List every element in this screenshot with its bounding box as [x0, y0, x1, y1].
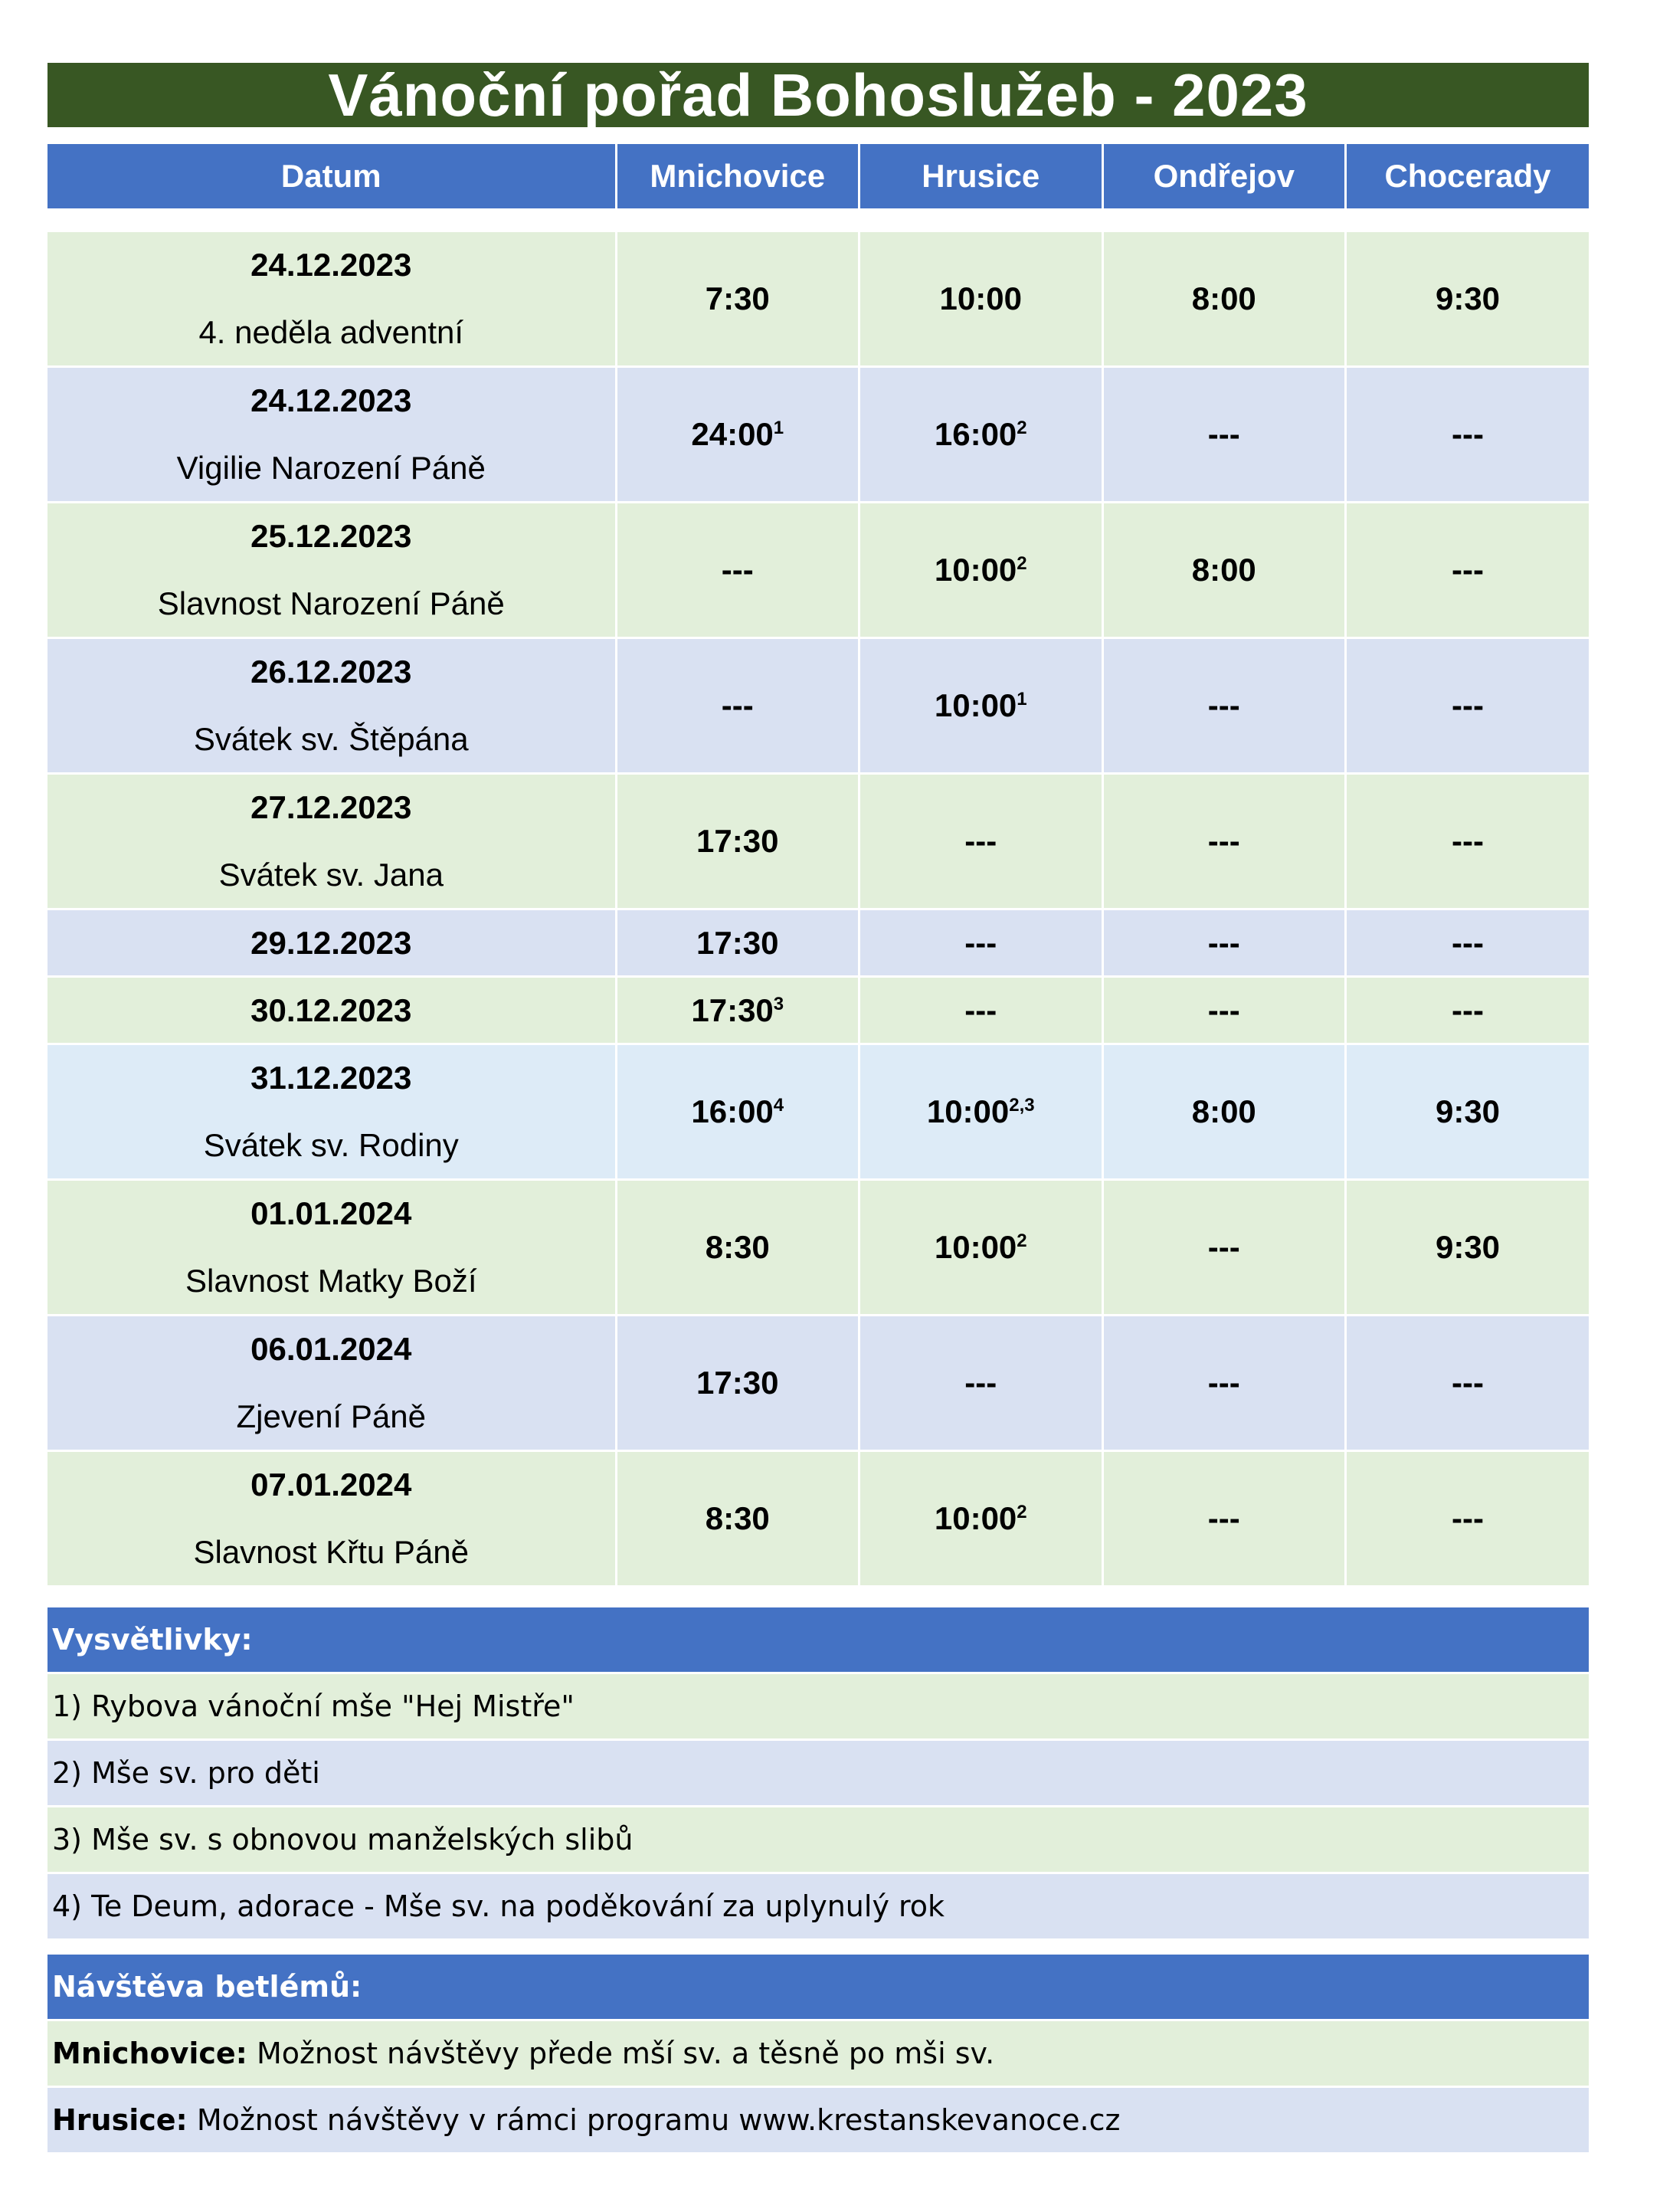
time-cell: [616, 1044, 859, 1180]
time-cell: [616, 1451, 859, 1587]
time-cell: [1346, 909, 1590, 977]
date-cell: [47, 367, 616, 503]
nativity-text: Možnost návštěvy přede mší sv. a těsně po mši sv.: [247, 2037, 995, 2070]
date-text: 27.12.2023: [250, 789, 412, 825]
table-row: [47, 503, 1589, 638]
time-cell: [1102, 1180, 1346, 1316]
time-cell: [859, 1451, 1103, 1587]
time-cell: [1346, 774, 1590, 909]
feast-name: Svátek sv. Jana: [218, 857, 444, 893]
time-value: 10:00: [934, 1229, 1017, 1265]
nativity-place: Mnichovice:: [52, 2037, 247, 2070]
feast-name: Vigilie Narození Páně: [176, 450, 486, 486]
footnote-mark: 1: [773, 418, 784, 438]
header-mnichovice: Mnichovice: [616, 144, 859, 208]
time-value: ---: [1207, 991, 1240, 1028]
footnote-mark: 2: [1017, 418, 1027, 438]
table-header-row: [47, 144, 1589, 208]
feast-name: Slavnost Matky Boží: [185, 1263, 477, 1299]
footnote-mark: 2,3: [1009, 1095, 1035, 1116]
table-row: [47, 909, 1589, 977]
table-row: [47, 1180, 1589, 1316]
date-cell: [47, 774, 616, 909]
time-cell: [1102, 909, 1346, 977]
time-cell: [859, 1180, 1103, 1316]
date-text: 06.01.2024: [250, 1331, 412, 1367]
time-value: ---: [721, 552, 754, 588]
nativity-place: Hrusice:: [52, 2103, 188, 2137]
footnote-mark: 2: [1017, 1502, 1027, 1522]
time-value: 8:00: [1191, 280, 1256, 316]
time-cell: [1346, 367, 1590, 503]
footnote-mark: 2: [1017, 1231, 1027, 1251]
time-value: ---: [1452, 991, 1484, 1028]
date-cell: [47, 1316, 616, 1451]
time-value: 8:00: [1191, 1093, 1256, 1129]
time-cell: [859, 638, 1103, 774]
time-cell: [859, 774, 1103, 909]
date-text: 25.12.2023: [250, 518, 412, 554]
nativity-box: [47, 1955, 1589, 2155]
date-text: 31.12.2023: [250, 1060, 412, 1096]
time-value: ---: [1207, 416, 1240, 452]
table-row: [47, 367, 1589, 503]
time-value: ---: [1452, 823, 1484, 859]
time-value: ---: [1452, 687, 1484, 723]
time-value: 8:30: [705, 1500, 770, 1536]
date-text: 26.12.2023: [250, 654, 412, 690]
legend-item: 1) Rybova vánoční mše "Hej Mistře": [47, 1674, 1589, 1741]
nativity-heading: Návštěva betlémů:: [47, 1955, 1589, 2021]
table-row: [47, 638, 1589, 774]
time-value: 8:30: [705, 1229, 770, 1265]
table-row: [47, 1044, 1589, 1180]
legend-item: 4) Te Deum, adorace - Mše sv. na poděkování za uplynulý rok: [47, 1874, 1589, 1941]
time-cell: [616, 503, 859, 638]
time-value: 8:00: [1191, 552, 1256, 588]
time-cell: [1102, 1316, 1346, 1451]
time-value: ---: [721, 687, 754, 723]
time-value: ---: [1207, 823, 1240, 859]
schedule-sheet: [47, 63, 1589, 2155]
date-cell: [47, 503, 616, 638]
time-cell: [1102, 231, 1346, 367]
date-text: 01.01.2024: [250, 1195, 412, 1231]
date-cell: [47, 638, 616, 774]
table-row: [47, 774, 1589, 909]
nativity-item: [47, 2088, 1589, 2155]
time-value: 16:00: [934, 416, 1017, 452]
time-value: 9:30: [1435, 280, 1501, 316]
time-cell: [616, 367, 859, 503]
time-value: ---: [964, 924, 997, 961]
time-cell: [1346, 1451, 1590, 1587]
time-value: ---: [1452, 552, 1484, 588]
time-cell: [1102, 774, 1346, 909]
table-row: [47, 977, 1589, 1044]
time-value: 17:30: [696, 823, 779, 859]
date-text: 29.12.2023: [250, 924, 412, 961]
time-cell: [859, 977, 1103, 1044]
time-cell: [616, 1316, 859, 1451]
time-cell: [1102, 638, 1346, 774]
date-cell: [47, 1451, 616, 1587]
feast-name: Zjevení Páně: [236, 1398, 426, 1434]
time-value: ---: [964, 823, 997, 859]
time-value: ---: [1207, 1365, 1240, 1401]
table-row: [47, 231, 1589, 367]
time-cell: [1346, 231, 1590, 367]
footnote-mark: 4: [773, 1095, 784, 1116]
page-title: Vánoční pořad Bohoslužeb - 2023: [47, 63, 1589, 127]
time-cell: [859, 909, 1103, 977]
nativity-text: Možnost návštěvy v rámci programu www.krestanskevanoce.cz: [187, 2103, 1121, 2137]
time-value: ---: [1207, 1500, 1240, 1536]
time-value: 9:30: [1435, 1229, 1501, 1265]
date-cell: [47, 1044, 616, 1180]
time-cell: [859, 231, 1103, 367]
time-cell: [1102, 977, 1346, 1044]
time-value: 10:00: [926, 1093, 1010, 1129]
date-cell: [47, 1180, 616, 1316]
time-cell: [1102, 367, 1346, 503]
time-value: 10:00: [934, 687, 1017, 723]
time-value: 7:30: [705, 280, 770, 316]
time-value: 24:00: [691, 416, 774, 452]
legend-item: 3) Mše sv. s obnovou manželských slibů: [47, 1807, 1589, 1874]
time-cell: [616, 977, 859, 1044]
feast-name: Slavnost Křtu Páně: [193, 1534, 470, 1570]
time-value: 10:00: [934, 1500, 1017, 1536]
time-cell: [1346, 1044, 1590, 1180]
date-text: 07.01.2024: [250, 1466, 412, 1503]
feast-name: Svátek sv. Štěpána: [193, 721, 469, 757]
date-cell: [47, 231, 616, 367]
footnote-mark: 3: [773, 993, 784, 1014]
time-cell: [616, 774, 859, 909]
time-value: ---: [1207, 924, 1240, 961]
header-gap: [47, 208, 1589, 231]
time-cell: [859, 503, 1103, 638]
nativity-item: [47, 2021, 1589, 2088]
time-value: 16:00: [691, 1093, 774, 1129]
time-cell: [1346, 503, 1590, 638]
date-cell: [47, 909, 616, 977]
date-text: 24.12.2023: [250, 247, 412, 283]
time-value: ---: [1452, 1500, 1484, 1536]
time-cell: [859, 1316, 1103, 1451]
time-cell: [1346, 638, 1590, 774]
time-value: ---: [964, 991, 997, 1028]
time-value: ---: [1452, 416, 1484, 452]
time-cell: [1346, 1316, 1590, 1451]
footnote-mark: 1: [1017, 689, 1027, 709]
time-value: 9:30: [1435, 1093, 1501, 1129]
time-cell: [859, 367, 1103, 503]
feast-name: 4. neděla adventní: [198, 314, 464, 350]
legend-item: 2) Mše sv. pro děti: [47, 1741, 1589, 1807]
time-cell: [1346, 1180, 1590, 1316]
time-value: 10:00: [934, 552, 1017, 588]
time-value: 17:30: [696, 1365, 779, 1401]
schedule-table: [47, 144, 1589, 1588]
header-ondrejov: Ondřejov: [1102, 144, 1346, 208]
time-cell: [1102, 1044, 1346, 1180]
time-value: ---: [1207, 1229, 1240, 1265]
time-value: 17:30: [691, 991, 774, 1028]
time-cell: [859, 1044, 1103, 1180]
time-value: ---: [1207, 687, 1240, 723]
time-value: ---: [964, 1365, 997, 1401]
feast-name: Slavnost Narození Páně: [157, 585, 505, 621]
header-chocerady: Chocerady: [1346, 144, 1590, 208]
table-row: [47, 1316, 1589, 1451]
time-cell: [616, 231, 859, 367]
time-cell: [616, 909, 859, 977]
table-row: [47, 1451, 1589, 1587]
feast-name: Svátek sv. Rodiny: [203, 1127, 459, 1163]
legend-box: [47, 1607, 1589, 1941]
footnote-mark: 2: [1017, 553, 1027, 574]
date-text: 30.12.2023: [250, 991, 412, 1028]
date-cell: [47, 977, 616, 1044]
time-value: 17:30: [696, 924, 779, 961]
header-datum: Datum: [47, 144, 616, 208]
time-cell: [1346, 977, 1590, 1044]
time-value: ---: [1452, 924, 1484, 961]
time-cell: [616, 638, 859, 774]
time-cell: [616, 1180, 859, 1316]
time-value: 10:00: [939, 280, 1022, 316]
header-hrusice: Hrusice: [859, 144, 1103, 208]
time-cell: [1102, 1451, 1346, 1587]
time-value: ---: [1452, 1365, 1484, 1401]
legend-heading: Vysvětlivky:: [47, 1607, 1589, 1674]
date-text: 24.12.2023: [250, 382, 412, 418]
time-cell: [1102, 503, 1346, 638]
